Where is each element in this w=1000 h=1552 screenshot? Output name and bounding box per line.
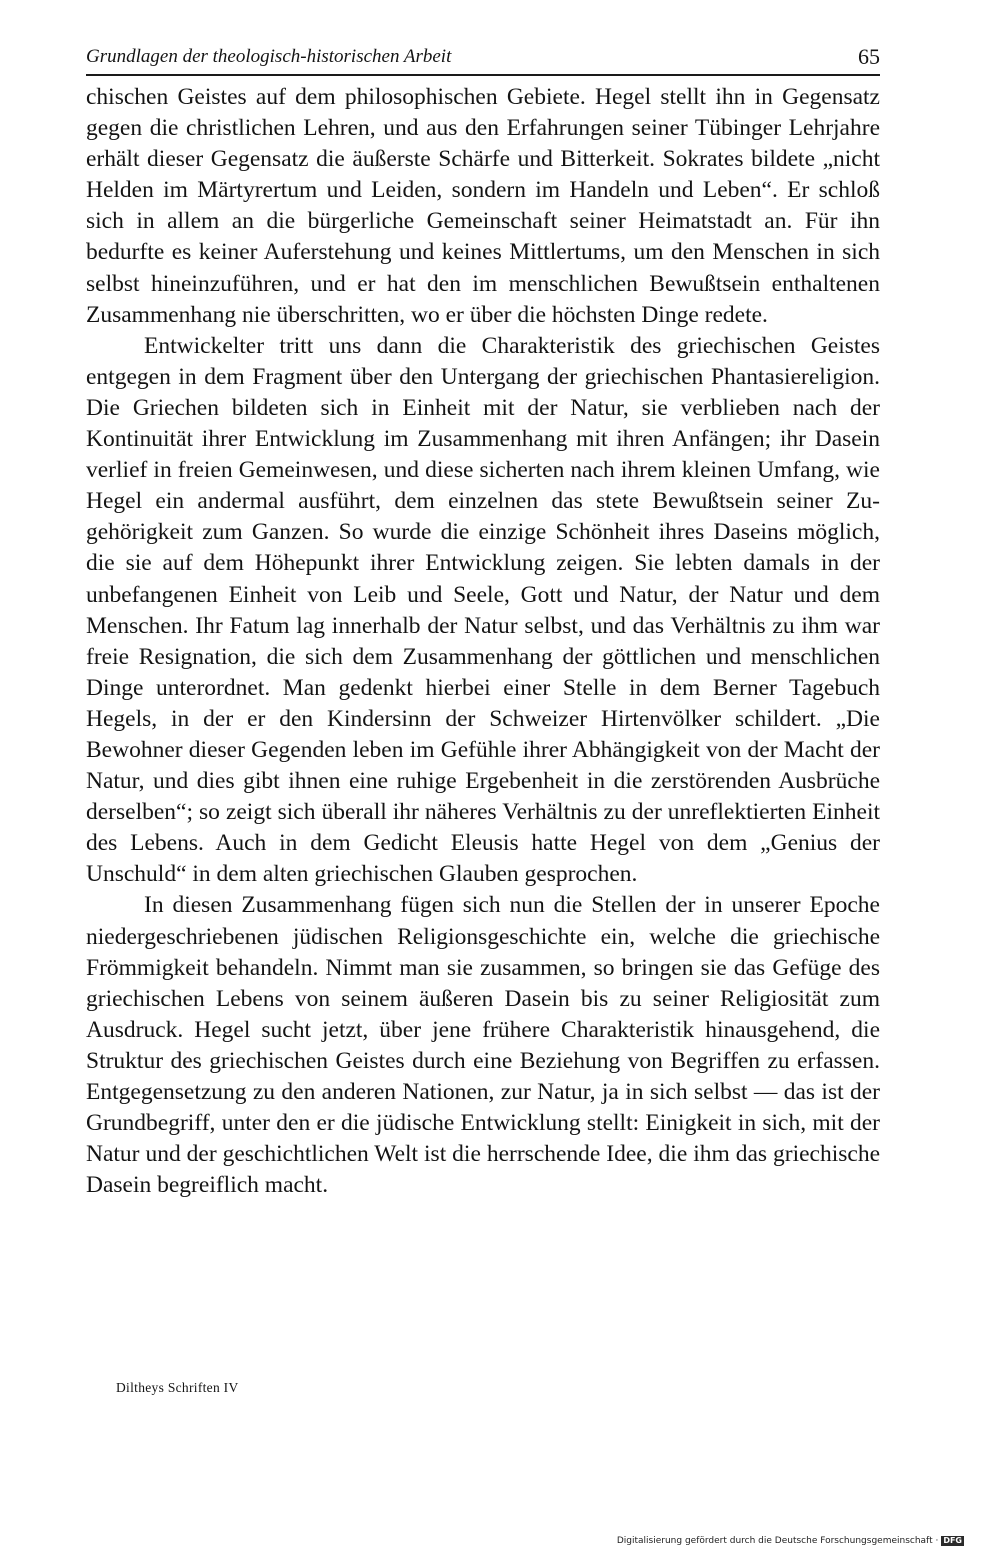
funding-note-text: Digitalisierung gefördert durch die Deutsche Forschungsgemeinschaft · [616, 1536, 939, 1546]
paragraph-1: chischen Geistes auf dem philosophischen Gebiete. Hegel stellt ihn in Gegensatz gegen die christlichen Lehren, und aus den Erfahrungen seiner Tübinger Lehrjahre erhält dieser Gegensatz die äußerste Schärfe und Bitterkeit. Sokrates bildete „nicht Helden im Märtyrertum und Leiden, sondern im Handeln und Leben“. Er schloß sich in allem an die bürgerliche Gemeinschaft seiner Heimatstadt an. Für ihn bedurfte es keiner Auferstehung und keines Mittlertums, um den Menschen in sich selbst hineinzuführen, und er hat den im menschlichen Bewußtsein enthaltenen Zusammenhang nie überschritten, wo er über die höchsten Dinge redete. [86, 84, 880, 328]
body-text [86, 82, 880, 1201]
paragraph-3: In diesen Zusammenhang fügen sich nun die Stellen der in unserer Epoche niedergeschriebenen jüdischen Religionsgeschichte ein, welche die griechische Frömmigkeit behandeln. Nimmt man sie zusammen, so bringen sie das Gefüge des griechischen Lebens von seinem äußeren Dasein bis zu seiner Religiosität zum Ausdruck. Hegel sucht jetzt, über jene frühere Charakteristik hinausgehend, die Struktur des griechischen Geistes durch eine Beziehung von Begriffen zu erfassen. Entgegensetzung zu den anderen Nationen, zur Natur, ja in sich selbst — das ist der Grundbegriff, unter den er die jüdische Entwicklung stellt: Einigkeit in sich, mit der Natur und der geschichtlichen Welt ist die herrschende Idee, die ihm das griechische Dasein begreiflich macht. [86, 892, 880, 1199]
dfg-logo: DFG [943, 1536, 962, 1545]
paragraph-2: Entwickelter tritt uns dann die Charakteristik des griechischen Geistes entgegen in dem Fragment über den Untergang der griechischen Phantasiereligion. Die Griechen bildeten sich in Einheit mit der Natur, sie verblieben nach der Kontinuität ihrer Entwicklung im Zusammenhang mit ihren Anfängen; ihr Dasein verlief in freien Gemeinwesen, und diese sicherten nach ihrem kleinen Umfang, wie Hegel ein andermal ausführt, dem einzelnen das stete Bewußtsein seiner Zugehörigkeit zum Ganzen. So wurde die einzige Schönheit ihres Daseins möglich, die sie auf dem Höhepunkt ihrer Entwicklung zeigen. Sie lebten damals in der unbefangenen Einheit von Leib und Seele, Gott und Natur, der Natur und dem Menschen. Ihr Fatum lag innerhalb der Natur selbst, und das Verhältnis zu ihm war freie Resignation, die sich dem Zusammenhang der göttlichen und menschlichen Dinge unterordnet. Man gedenkt hierbei einer Stelle in dem Berner Tagebuch Hegels, in der er den Kindersinn der Schweizer Hirtenvölker schildert. „Die Bewohner dieser Gegenden leben im Gefühle ihrer Abhängigkeit von der Macht der Natur, und dies gibt ihnen eine ruhige Ergebenheit in die zerstörenden Ausbrüche derselben“; so zeigt sich überall ihr näheres Verhältnis zu der unreflektierten Einheit des Lebens. Auch in dem Gedicht Eleusis hatte Hegel von dem „Genius der Unschuld“ in dem alten griechischen Glauben gesprochen. [86, 332, 880, 888]
funding-note [617, 1536, 964, 1546]
running-header [86, 44, 880, 76]
running-title: Grundlagen der theologisch-historischen Arbeit [86, 46, 452, 67]
signature-mark: Diltheys Schriften IV [116, 1380, 239, 1395]
page-number: 65 [858, 44, 880, 69]
